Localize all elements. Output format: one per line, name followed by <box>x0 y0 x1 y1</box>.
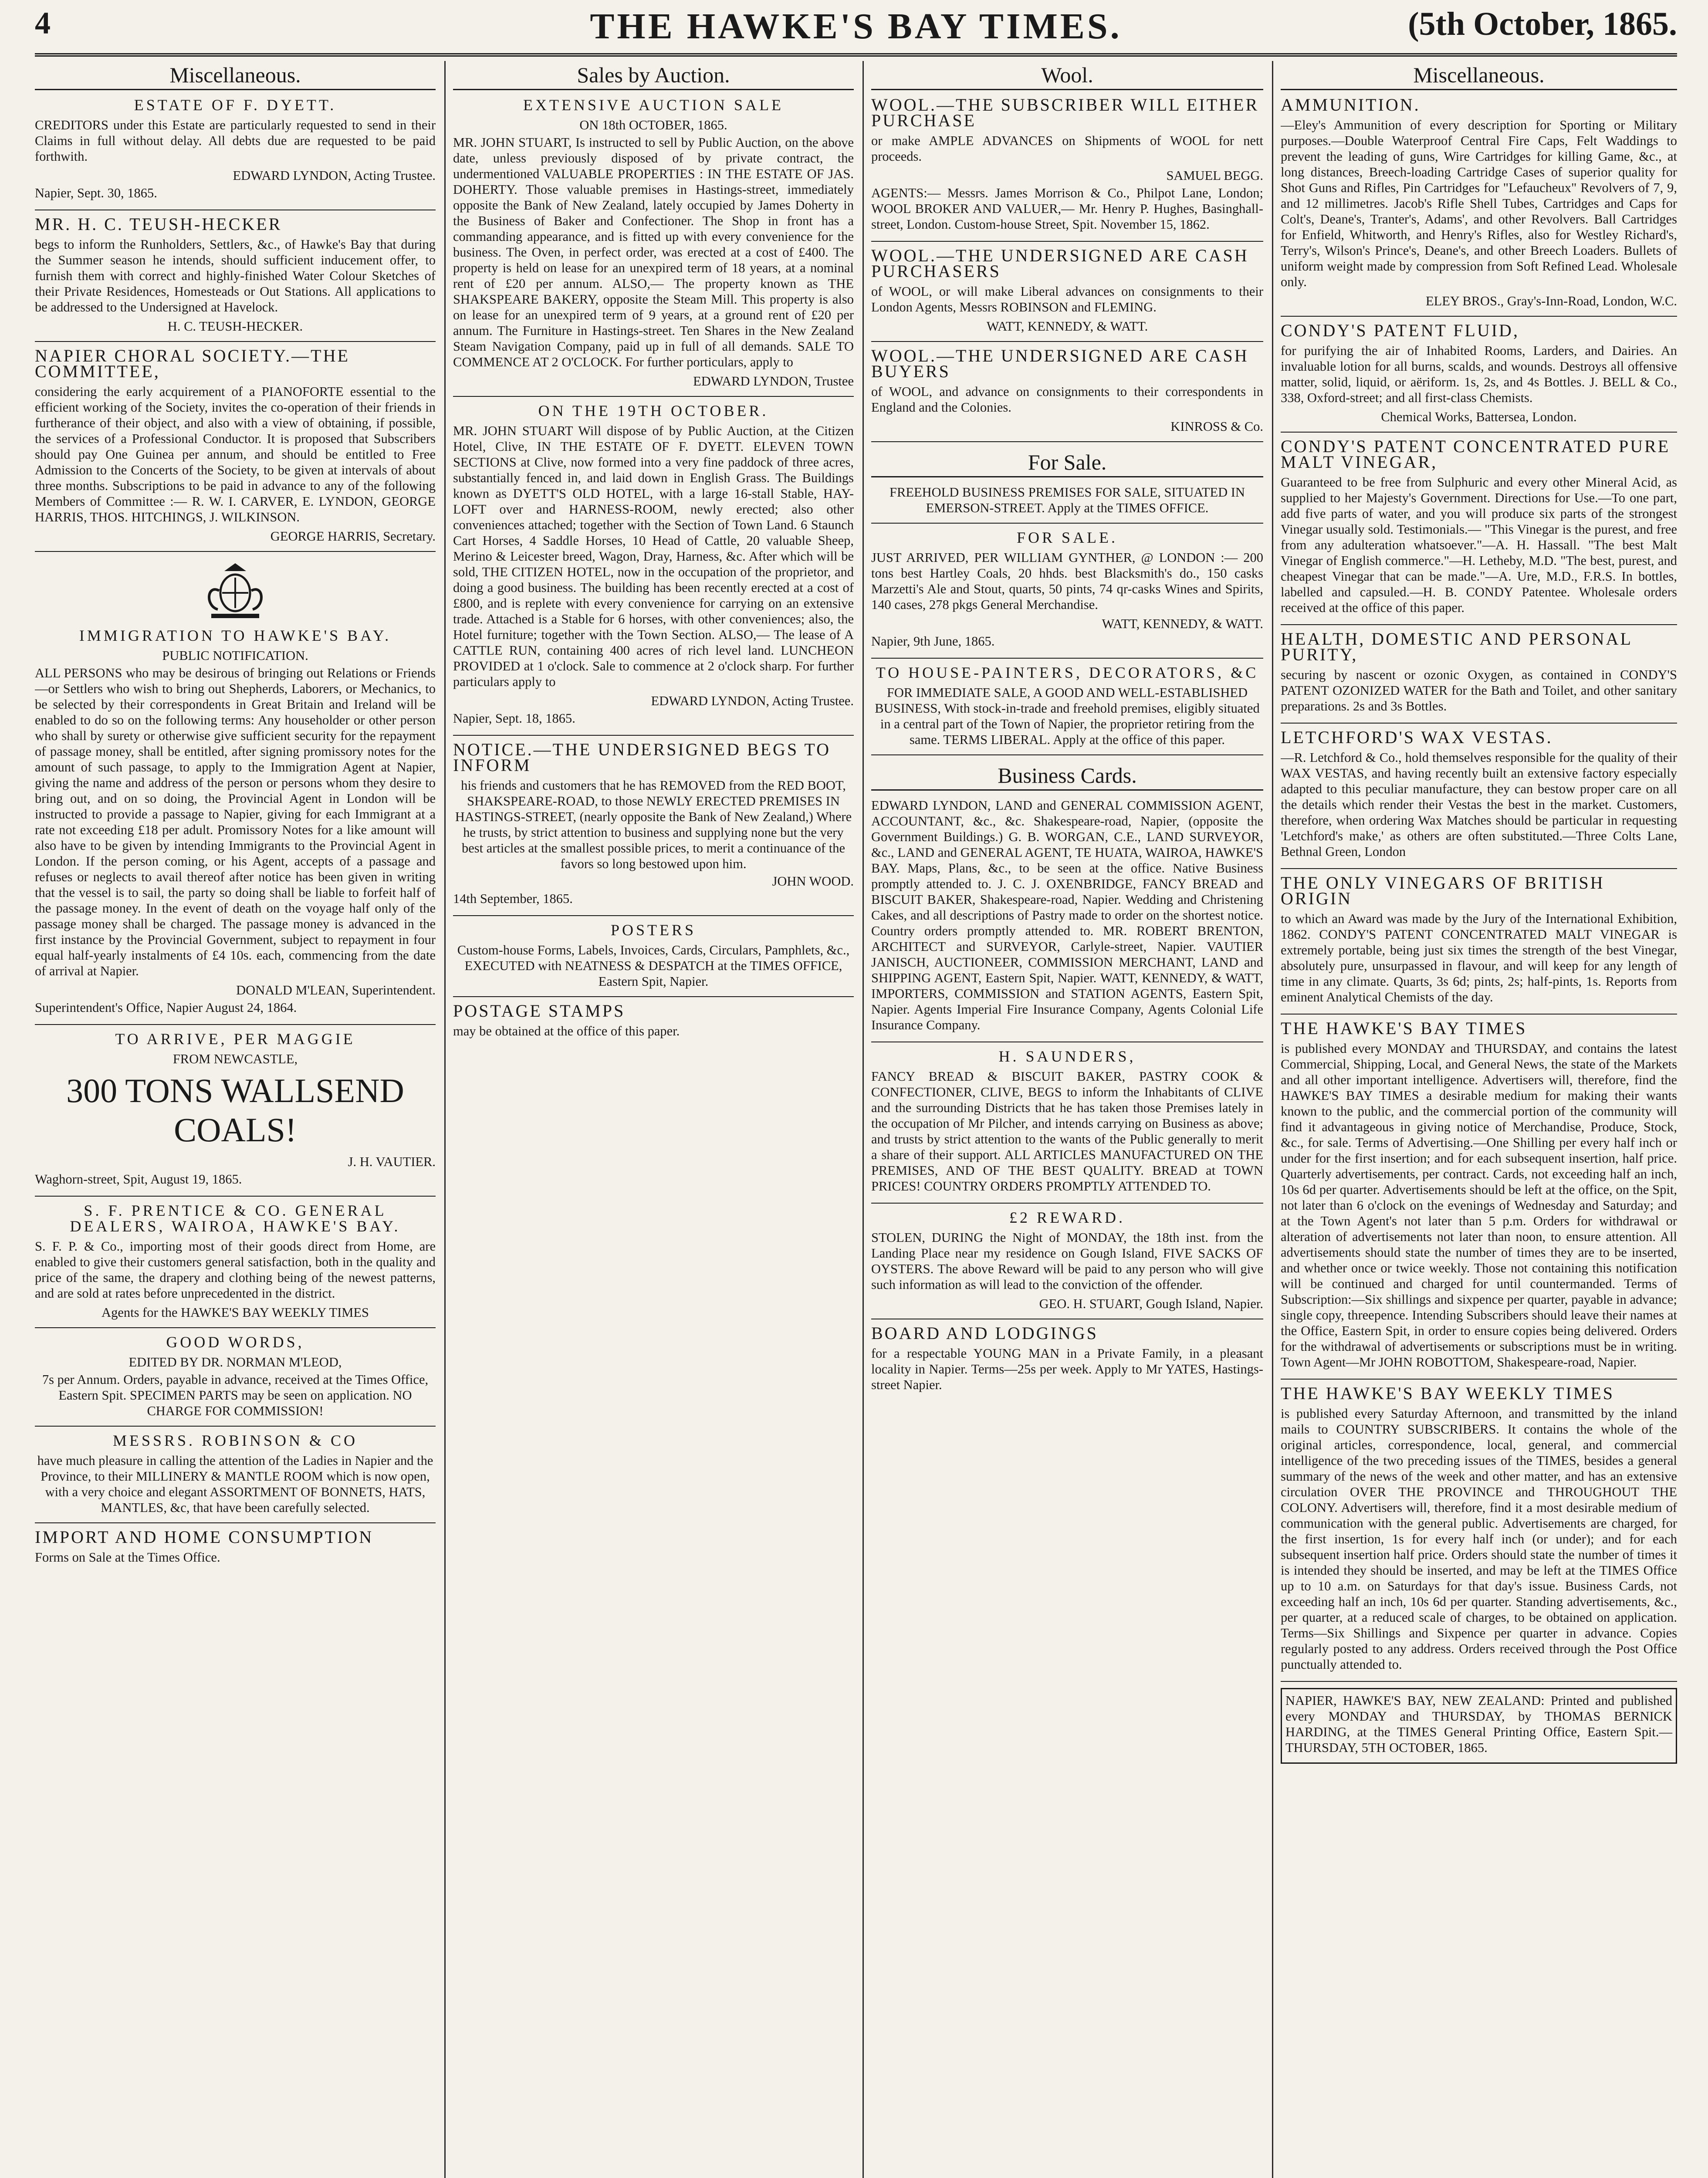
ad-date: Napier, 9th June, 1865. <box>871 634 995 649</box>
ad-title: WOOL.—THE SUBSCRIBER WILL EITHER PURCHASE <box>871 95 1259 130</box>
ad-maggie-coals <box>35 1031 436 1197</box>
ad-signature: H. C. TEUSH-HECKER. <box>167 319 303 334</box>
ad-date: Waghorn-street, Spit, August 19, 1865. <box>35 1172 242 1187</box>
ad-signature: ELEY BROS., Gray's-Inn-Road, London, W.C. <box>1425 294 1677 308</box>
ad-signature: Chemical Works, Battersea, London. <box>1381 409 1577 424</box>
ad-body: Custom-house Forms, Labels, Invoices, Cards, Circulars, Pamphlets, &c., EXECUTED with NEATNESS & DESPATCH at the TIMES OFFICE, Eastern Spit, Napier. <box>457 943 850 989</box>
ad-title: FOR SALE. <box>1016 529 1118 546</box>
ad-body: is published every Saturday Afternoon, and transmitted by the inland mails to COUNTRY SUBSCRIBERS. It contains the whole of the original articles, correspondence, local, general, and commercial intelligence of the two preceding issues of the TIMES, besides a general summary of the news of the week and other matter, and has an extensive circulation OVER THE PROVINCE and THROUGHOUT THE COLONY. Advertisers will, therefore, find it a most desirable medium of communication with the general public. Advertisements are charged, for the first insertion, 1s for every half inch (or under); and for each subsequent insertion half price. Orders should state the number of times it is intended they should be inserted, and may be left at the TIMES Office up to 10 a.m. on Saturdays for that day's issue. Business Cards, not exceeding half an inch, 10s 6d per quarter. Standing advertisements, &c., per quarter, at a reduced scale of charges, to be obtained on application. Terms—Six Shillings and Sixpence per quarter in advance. Copies regularly posted to any address. Orders received through the Post Office punctually attended to. <box>1281 1406 1677 1672</box>
ad-body: of WOOL, or will make Liberal advances on consignments to their London Agents, Messrs ROBINSON and FLEMING. <box>871 284 1263 315</box>
ad-body: FANCY BREAD & BISCUIT BAKER, PASTRY COOK & CONFECTIONER, CLIVE, BEGS to inform the Inhabitants of CLIVE and the surrounding Districts that he has taken those Premises lately in the occupation of Mr Pilcher, and intends carrying on Business as above; and trusts by strict attention to the wants of the Public generally to merit a share of their support. ALL ARTICLES MANUFACTURED ON THE PREMISES, AND OF THE BEST QUALITY. BREAD at TOWN PRICES! COUNTRY ORDERS PROMPTLY ATTENDED TO. <box>871 1069 1263 1194</box>
ad-title: IMPORT AND HOME CONSUMPTION <box>35 1527 374 1547</box>
ad-body: MR. JOHN STUART Will dispose of by Public Auction, at the Citizen Hotel, Clive, IN THE ESTATE OF F. DYETT. ELEVEN TOWN SECTIONS at Clive, now formed into a very fine paddock of three acres, substantially fenced in, and laid down in English Grass. The Buildings known as DYETT'S OLD HOTEL, with a large 16-stall Stable, HAY-LOFT over and HARNESS-ROOM, newly erected; also other conveniences attached; together with the Section of Town Land. 6 Staunch Cart Horses, 4 Saddle Horses, 10 Head of Cattle, 20 valuable Sheep, Merino & Leicester breed, Wagon, Dray, Harness, &c. After which will be sold, THE CITIZEN HOTEL, now in the occupation of the proprietor, and doing a good business. The building has been recently erected at a cost of £800, and is replete with every convenience for carrying on an extensive trade. Attached is a Stable for 6 horses, with other conveniences; also, the Hotel furniture; together with the Town Section. ALSO,— The lease of A CATTLE RUN, containing 400 acres of rich level land. LUNCHEON PROVIDED at 1 o'clock. Sale to commence at 2 o'clock sharp. For further particulars apply to <box>453 423 854 689</box>
ad-signature: DONALD M'LEAN, Superintendent. <box>236 983 436 998</box>
ad-title: NOTICE.—THE UNDERSIGNED BEGS TO INFORM <box>453 740 831 775</box>
ad-posters <box>453 922 854 997</box>
ad-body: may be obtained at the office of this paper. <box>453 1024 680 1038</box>
ad-body: of WOOL, and advance on consignments to their correspondents in England and the Colonies. <box>871 384 1263 415</box>
ad-business-cards <box>871 761 1263 1042</box>
ad-body: STOLEN, DURING the Night of MONDAY, the 18th inst. from the Landing Place near my residence on Gough Island, FIVE SACKS OF OYSTERS. The above Reward will be paid to any person who will give such information as will lead to the conviction of the offender. <box>871 1230 1263 1292</box>
ad-date: Napier, Sept. 18, 1865. <box>453 711 575 726</box>
masthead <box>35 5 1677 57</box>
ad-robinson <box>35 1433 436 1523</box>
ad-title: ON THE 19TH OCTOBER. <box>538 402 769 419</box>
ad-title: GOOD WORDS, <box>166 1333 304 1351</box>
ad-title: TO HOUSE-PAINTERS, DECORATORS, &C <box>876 664 1259 681</box>
ad-weekly-times <box>1281 1383 1677 1682</box>
column-wool <box>871 61 1263 2178</box>
ad-body: JUST ARRIVED, PER WILLIAM GYNTHER, @ LONDON :— 200 tons best Hartley Coals, 20 hhds. best Blacksmith's do., 150 casks Marzetti's Ale and Stout, quarts, 50 pints, 74 qr-casks Wines and Spirits, 140 cases, 278 pkgs General Merchandise. <box>871 550 1263 612</box>
ad-wool-kinross <box>871 348 1263 442</box>
column-sales-by-auction <box>453 61 854 2178</box>
ad-signature: SAMUEL BEGG. <box>1166 168 1263 183</box>
column-rule <box>1272 61 1273 2178</box>
imprint-text: NAPIER, HAWKE'S BAY, NEW ZEALAND: Printed and published every MONDAY and THURSDAY, by THOMAS BERNICK HARDING, at the TIMES General Printing Office, Eastern Spit.—THURSDAY, 5TH OCTOBER, 1865. <box>1285 1693 1672 1755</box>
ad-title: WOOL.—THE UNDERSIGNED ARE CASH PURCHASERS <box>871 246 1249 281</box>
ad-signature: EDWARD LYNDON, Trustee <box>693 374 854 389</box>
ad-body: —R. Letchford & Co., hold themselves responsible for the quality of their WAX VESTAS, and having recently built an extensive factory especially adapted to this peculiar manufacture, they can bestow proper care on all the details which render their Vestas the best in the market. Customers, therefore, when ordering Wax Matches should be particular in requesting 'Letchford's make,' as others are often substituted.—Three Colts Lane, Bethnal Green, London <box>1281 750 1677 859</box>
ad-health-purity <box>1281 631 1677 724</box>
ad-title: EXTENSIVE AUCTION SALE <box>523 96 784 114</box>
ad-title: WOOL.—THE UNDERSIGNED ARE CASH BUYERS <box>871 346 1249 381</box>
ad-title: THE HAWKE'S BAY TIMES <box>1281 1018 1527 1038</box>
ad-import-forms <box>35 1529 436 1574</box>
newspaper-title: THE HAWKE'S BAY TIMES. <box>590 6 1122 47</box>
ad-subtitle: PUBLIC NOTIFICATION. <box>162 648 308 663</box>
ad-title: MESSRS. ROBINSON & CO <box>112 1432 358 1449</box>
ad-title: ESTATE OF F. DYETT. <box>134 96 337 114</box>
ad-title: LETCHFORD'S WAX VESTAS. <box>1281 727 1553 747</box>
royal-crest-icon <box>198 558 272 623</box>
ad-condys-vinegar <box>1281 436 1677 625</box>
column-header: Wool. <box>871 61 1263 90</box>
section-header: For Sale. <box>871 448 1263 477</box>
ad-signature: J. H. VAUTIER. <box>348 1154 436 1169</box>
ad-signature: GEORGE HARRIS, Secretary. <box>270 529 436 544</box>
ad-body: begs to inform the Runholders, Settlers, &c., of Hawke's Bay that during the Summer season he intends, should sufficient inducement offer, to furnish them with correct and highly-finished Water Colour Sketches of their Private Residences, Homesteads or Out Stations. All applications to be addressed to the Undersigned at Havelock. <box>35 237 436 315</box>
ad-title: AMMUNITION. <box>1281 95 1421 115</box>
ad-signature: EDWARD LYNDON, Acting Trustee. <box>233 168 436 183</box>
ad-title: POSTERS <box>610 921 697 939</box>
ad-body: CREDITORS under this Estate are particularly requested to send in their Claims in full without delay. All debts due are requested to be paid forthwith. <box>35 118 436 164</box>
ad-signature: JOHN WOOD. <box>772 874 854 889</box>
imprint <box>1281 1688 1677 1764</box>
ad-date: 14th September, 1865. <box>453 891 573 906</box>
ad-title: CONDY'S PATENT FLUID, <box>1281 321 1519 340</box>
ad-prentice <box>35 1203 436 1328</box>
ad-signature: Agents for the HAWKE'S BAY WEEKLY TIMES <box>101 1305 369 1320</box>
ad-choral-society <box>35 348 436 552</box>
ad-subtitle: FROM NEWCASTLE, <box>172 1052 298 1066</box>
ad-body: 7s per Annum. Orders, payable in advance, received at the Times Office, Eastern Spit. SPECIMEN PARTS may be seen on application. NO CHARGE FOR COMMISSION! <box>42 1372 429 1418</box>
ad-estate-dyett <box>35 97 436 210</box>
ad-ammunition <box>1281 97 1677 317</box>
ad-body: FREEHOLD BUSINESS PREMISES FOR SALE, SITUATED IN EMERSON-STREET. Apply at the TIMES OFFICE. <box>890 485 1245 515</box>
ad-wool-watt-kennedy <box>871 248 1263 342</box>
ad-immigration <box>35 628 436 1025</box>
ad-title: THE ONLY VINEGARS OF BRITISH ORIGIN <box>1281 873 1605 908</box>
ad-william-gynther <box>871 530 1263 659</box>
ad-title: HEALTH, DOMESTIC AND PERSONAL PURITY, <box>1281 629 1632 664</box>
ad-subtitle: ON 18th OCTOBER, 1865. <box>579 118 727 132</box>
ad-signature: WATT, KENNEDY, & WATT. <box>1102 616 1263 631</box>
ad-body: his friends and customers that he has REMOVED from the RED BOOT, SHAKSPEARE-ROAD, to those NEWLY ERECTED PREMISES IN HASTINGS-STREET, (nearly opposite the Bank of New Zealand,) Where he trusts, by strict attention to business and supplying none but the very best articles at the smallest possible prices, to merit a continuance of the favors so long bestowed upon him. <box>455 778 852 871</box>
ad-good-words <box>35 1334 436 1427</box>
ad-teush-hecker <box>35 216 436 342</box>
ad-body: S. F. P. & Co., importing most of their goods direct from Home, are enabled to give their customers general satisfaction, both in the quality and price of the same, the drapery and clothing being of the newest patterns, and are sold at rates before unprecedented in the district. <box>35 1239 436 1301</box>
ad-body: —Eley's Ammunition of every description for Sporting or Military purposes.—Double Waterproof Central Fire Caps, Felt Waddings to prevent the leading of guns, Wire Cartridges for killing Game, &c., at long distances, Breech-loading Cartridge Cases of superior quality for Shot Guns and Rifles, Pin Cartridges for "Lefaucheux" Revolvers of 7, 9, and 12 millimetres. Jacob's Rifle Shell Tubes, Cartridges and Caps for Colt's, Deane's, Tranter's, Adams', and other Revolvers. Ball Cartridges for Enfield, Whitworth, and Henry's Rifles, also for Westley Richard's, Terry's, Wilson's Prince's, Deane's, and other Breech Loaders. Bullets of uniform weight made by compression from Soft Refined Lead. Wholesale only. <box>1281 118 1677 289</box>
ad-date: AGENTS:— Messrs. James Morrison & Co., Philpot Lane, London; WOOL BROKER AND VALUER,— Mr. Henry P. Hughes, Basinghall-street, London. Custom-house Street, Spit. November 15, 1862. <box>871 186 1263 232</box>
ad-title: TO ARRIVE, PER MAGGIE <box>115 1030 355 1048</box>
column-header: Sales by Auction. <box>453 61 854 90</box>
ad-title: NAPIER CHORAL SOCIETY.—THE COMMITTEE, <box>35 346 350 381</box>
ad-title: IMMIGRATION TO HAWKE'S BAY. <box>79 627 392 644</box>
ad-postage-stamps <box>453 1003 854 1048</box>
section-header: Business Cards. <box>871 761 1263 791</box>
ad-wool-begg <box>871 97 1263 242</box>
ad-body: ALL PERSONS who may be desirous of bringing out Relations or Friends—or Settlers who wish to bring out Shepherds, Laborers, or Mechanics, to be selected by their correspondents in Great Britain and Ireland will be enabled to do so on the following terms: Any householder or other person who shall by surety or otherwise give sufficient security for the repayment of passage money, shall be entitled, after signing promissory notes for the amount of such passage, to apply to the Immigration Agent at Napier, giving the name and address of the person or persons whom they desire to bring out, and on so doing, the Provincial Agent in London will be instructed to provide a passage to Napier, giving for each Immigrant at a rate not exceeding £18 per adult. Promissory Notes for a like amount will also have to be given by intending Immigrants to the Provincial Agent in London. If the person coming, or his Agent, accepts of a passage and refuses or neglects to avail thereof after notice has been given in writing that the vessel is to sail, the party so doing shall be liable to forfeit half of the passage money. In the event of death on the voyage half only of the passage money shall be charged. The passage money is advanced in the first instance by the Provincial Government, subject to repayment in four equal half-yearly instalments of £4 10s. each, commencing from the date of arrival at Napier. <box>35 666 436 978</box>
ad-body: for a respectable YOUNG MAN in a Private Family, in a pleasant locality in Napier. Terms—25s per week. Apply to Mr YATES, Hastings-street Napier. <box>871 1346 1263 1392</box>
ad-body: Guaranteed to be free from Sulphuric and every other Mineral Acid, as supplied to her Majesty's Government. Directions for Use.—To one part, add five parts of water, and you will produce six parts of the strongest Vinegar usually sold. Testimonials.— "This Vinegar is the purest, and free from any adulteration whatsoever."—A. H. Hassall. "The best Malt Vinegar of English commerce."—H. Letheby, M.D. "The best, purest, and cheapest Vinegar that can be made."—A. Ure, M.D., F.R.S. In bottles, labelled and capsuled.—H. B. CONDY Patentee. Wholesale orders received at the office of this paper. <box>1281 475 1677 615</box>
page-number: 4 <box>35 6 51 41</box>
ad-body: Forms on Sale at the Times Office. <box>35 1550 220 1565</box>
ad-body: have much pleasure in calling the attention of the Ladies in Napier and the Province, to their MILLINERY & MANTLE ROOM which is now open, with a very choice and elegant ASSORTMENT OF BONNETS, HATS, MANTLES, &c, that have been carefully selected. <box>37 1453 433 1515</box>
ad-body: for purifying the air of Inhabited Rooms, Larders, and Dairies. An invaluable lotion for all burns, scalds, and wounds. Destroys all offensive matter, solid, liquid, or aëriform. 1s, 2s, and 4s Bottles. J. BELL & Co., 338, Oxford-street; and all first-class Chemists. <box>1281 343 1677 405</box>
column-header: Miscellaneous. <box>35 61 436 90</box>
ad-title: MR. H. C. TEUSH-HECKER <box>35 214 282 234</box>
ad-date: Napier, Sept. 30, 1865. <box>35 186 157 200</box>
ad-body: securing by nascent or ozonic Oxygen, as contained in CONDY'S PATENT OZONIZED WATER for the Bath and Toilet, and other sanitary preparations. 2s and 3s Bottles. <box>1281 667 1677 714</box>
ad-john-wood-removed <box>453 742 854 916</box>
ad-body: considering the early acquirement of a PIANOFORTE essential to the efficient working of the Society, invites the co-operation of their friends in furtherance of their object, and also with a view of obtaining, if possible, the services of a Professional Conductor. It is proposed that Subscribers should pay One Guinea per annum, and should be entitled to Free Admission to the Concerts of the Society, to be given at intervals of about three months. Subscriptions to be paid in advance to any of the following Members of Committee :— R. W. I. CARVER, E. LYNDON, GEORGE HARRIS, THOS. HITCHINGS, J. WILKINSON. <box>35 384 436 524</box>
ad-date: Superintendent's Office, Napier August 24, 1864. <box>35 1000 297 1015</box>
column-rule <box>444 61 446 2178</box>
ad-body: MR. JOHN STUART, Is instructed to sell by Public Auction, on the above date, unless previously disposed of by private contract, the undermentioned VALUABLE PROPERTIES : IN THE ESTATE OF JAS. DOHERTY. Those valuable premises in Hastings-street, immediately opposite the Bank of New Zealand, lately occupied by James Doherty in the Business of Baker and Confectioner. The Shop in front has a commanding appearance, and is fitted up with every convenience for the business. The Oven, in perfect order, was erected at a cost of £400. The property is held on lease for an unexpired term of 18 years, at a nominal rent of £20 per annum. ALSO,— The property known as THE SHAKSPEARE BAKERY, opposite the Steam Mill. This property is also on lease for an unexpired term of 9 years, at a ground rent of £20 per annum. The Furniture in Hastings-street. Ten Shares in the New Zealand Steam Navigation Company, paid up in full of all demands. SALE TO COMMENCE AT 2 O'CLOCK. For further porticulars, apply to <box>453 135 854 369</box>
ad-hawkes-bay-times <box>1281 1018 1677 1380</box>
ad-condys-fluid <box>1281 323 1677 433</box>
column-miscellaneous-left <box>35 61 436 2178</box>
ad-display-line: 300 TONS WALLSEND COALS! <box>66 1072 404 1149</box>
ad-title: S. F. PRENTICE & CO. GENERAL DEALERS, WAIROA, HAWKE'S BAY. <box>70 1202 401 1235</box>
ad-signature: WATT, KENNEDY, & WATT. <box>986 319 1148 334</box>
ad-reward-oysters <box>871 1210 1263 1319</box>
ad-letchford-vestas <box>1281 727 1677 869</box>
ad-body: or make AMPLE ADVANCES on Shipments of WOOL for nett proceeds. <box>871 133 1263 164</box>
ad-auction-19-october <box>453 403 854 736</box>
ad-british-vinegars <box>1281 875 1677 1015</box>
ad-title: POSTAGE STAMPS <box>453 1001 626 1021</box>
issue-date: (5th October, 1865. <box>1408 6 1677 42</box>
ad-signature: GEO. H. STUART, Gough Island, Napier. <box>1039 1296 1263 1311</box>
ad-subtitle: EDITED BY DR. NORMAN M'LEOD, <box>129 1355 342 1370</box>
ad-signature: KINROSS & Co. <box>1170 419 1263 434</box>
ad-house-painters <box>871 665 1263 755</box>
column-rule <box>862 61 864 2178</box>
ad-board-lodgings <box>871 1323 1263 1401</box>
ad-freehold-for-sale <box>871 448 1263 524</box>
ad-title: THE HAWKE'S BAY WEEKLY TIMES <box>1281 1383 1615 1403</box>
ad-auction-18-october <box>453 97 854 397</box>
ad-body: is published every MONDAY and THURSDAY, and contains the latest Commercial, Shipping, Local, and General News, the state of the Markets and all other important intelligence. Advertisers will, therefore, find the HAWKE'S BAY TIMES a desirable medium for making their wants known to the public, and the commercial portion of the community will find it advantageous in giving notice of Merchandise, Produce, Stock, &c., for sale. Terms of Advertising.—One Shilling per every half inch or under for the first insertion; and for each subsequent insertion, half price. Quarterly advertisements, per contract. Cards, not exceeding half an inch, 10s 6d per quarter. Advertisements should be left at the office, on the Spit, not later than 6 o'clock on the evenings of Wednesday and Saturday; and at the Town Agent's not later than 5 p.m. Orders for withdrawal or alteration of advertisements not later than noon, to ensure attention. All advertisements should state the number of times they are to be inserted, and whether once or twice weekly. Those not containing this notification will be continued and charged for until countermanded. Terms of Subscription:—Six shillings and sixpence per quarter, payable in advance; single copy, threepence. Intending Subscribers should leave their names at the Office, Eastern Spit, in order to ensure copies being delivered. Orders for the withdrawal of advertisements or subscriptions must be in writing. Town Agent—Mr JOHN ROBOTTOM, Shakespeare-road, Napier. <box>1281 1041 1677 1370</box>
ad-body: EDWARD LYNDON, LAND and GENERAL COMMISSION AGENT, ACCOUNTANT, &c., &c. Shakespeare-road, Napier, (opposite the Government Buildings.) G. B. WORGAN, C.E., LAND SURVEYOR, &c., LAND and GENERAL AGENT, TE HUATA, WAIROA, HAWKE'S BAY. Maps, Plans, &c., to be seen at the office. Native Business promptly attended to. J. C. J. OXENBRIDGE, FANCY BREAD and BISCUIT BAKER, Shakespeare-road, Napier. Wedding and Christening Cakes, and all descriptions of Pastry made to order on the shortest notice. Country orders promptly attended to. MR. ROBERT BRENTON, ARCHITECT and SURVEYOR, Carlyle-street, Napier. VAUTIER JANISCH, AUCTIONEER, COMMISSION MERCHANT, LAND and SHIPPING AGENT, Eastern Spit, Napier. WATT, KENNEDY, & WATT, IMPORTERS, COMMISSION and STATION AGENTS, Eastern Spit, Napier. Agents Imperial Fire Insurance Company, Agents Colonial Life Insurance Company. <box>871 798 1263 1032</box>
ad-saunders-baker <box>871 1048 1263 1204</box>
ad-body: to which an Award was made by the Jury of the International Exhibition, 1862. CONDY'S PATENT CONCENTRATED MALT VINEGAR is extremely portable, being just six times the strength of the best Vinegar, absolutely pure, unsurpassed in flavour, and will keep for any length of time in any climate. Quarts, 3s 6d; pints, 2s; half-pints, 1s. Reports from eminent Analytical Chemists of the day. <box>1281 911 1677 1004</box>
ad-title: H. SAUNDERS, <box>998 1048 1136 1065</box>
ad-signature: EDWARD LYNDON, Acting Trustee. <box>651 693 854 708</box>
ad-body: FOR IMMEDIATE SALE, A GOOD AND WELL-ESTABLISHED BUSINESS, With stock-in-trade and freehold premises, eligibly situated in a central part of the Town of Napier, the proprietor retiring from the same. TERMS LIBERAL. Apply at the office of this paper. <box>875 685 1260 747</box>
ad-title: CONDY'S PATENT CONCENTRATED PURE MALT VINEGAR, <box>1281 436 1671 472</box>
ad-title: £2 REWARD. <box>1009 1209 1125 1226</box>
column-miscellaneous-right <box>1281 61 1677 2178</box>
column-header: Miscellaneous. <box>1281 61 1677 90</box>
ad-title: BOARD AND LODGINGS <box>871 1323 1098 1343</box>
